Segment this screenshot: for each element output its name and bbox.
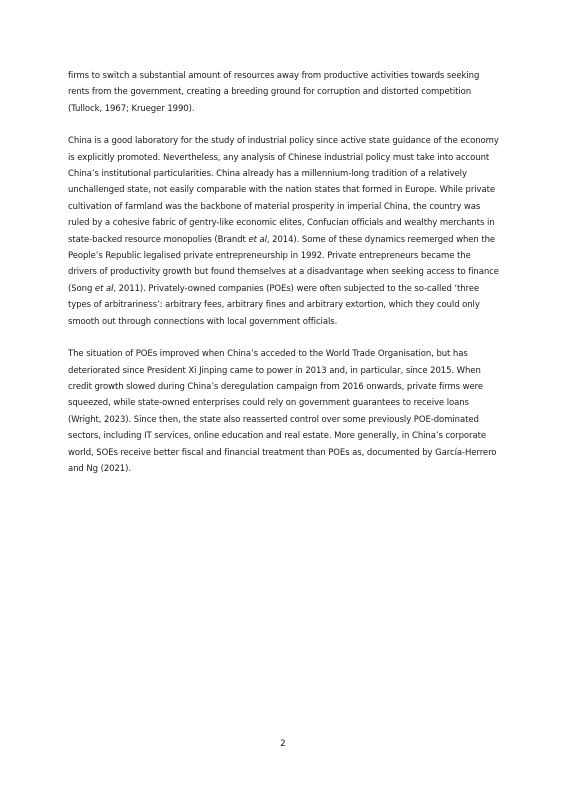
text-line <box>68 395 500 411</box>
text-run: deteriorated since President Xi Jinping came to power in 2013 and, in particular, since 2015. When <box>68 365 481 376</box>
text-line <box>68 199 500 215</box>
text-run: unchallenged state, not easily comparable with the nation states that formed in Europe. While private <box>68 185 496 196</box>
text-run: world, SOEs receive better fiscal and financial treatment than POEs as, documented by García-Herrero <box>68 447 497 458</box>
text-line <box>68 297 500 313</box>
text-run: rents from the government, creating a breeding ground for corruption and distorted competition <box>68 87 472 98</box>
body-text <box>68 68 500 493</box>
page-number: 2 <box>280 739 286 749</box>
paragraph-1 <box>68 68 500 117</box>
text-line <box>68 281 500 297</box>
text-line <box>68 314 500 330</box>
text-line <box>68 150 500 166</box>
text-line <box>68 445 500 461</box>
text-line <box>68 264 500 280</box>
text-line <box>68 182 500 198</box>
text-line <box>68 363 500 379</box>
text-run: , 2014). Some of these dynamics reemerged when the <box>266 234 496 245</box>
text-line <box>68 133 500 149</box>
text-run: state-backed resource monopolies (Brandt <box>68 234 249 245</box>
text-run: China is a good laboratory for the study of industrial policy since active state guidance of the economy <box>68 136 499 147</box>
text-line <box>68 461 500 477</box>
italic-text: et al <box>94 283 114 294</box>
text-line <box>68 428 500 444</box>
text-line <box>68 101 500 117</box>
text-run: is explicitly promoted. Nevertheless, any analysis of Chinese industrial policy must take into account <box>68 152 490 163</box>
text-run: sectors, including IT services, online education and real estate. More generally, in China’s corporate <box>68 431 486 442</box>
text-run: and Ng (2021). <box>68 463 131 474</box>
text-line <box>68 248 500 264</box>
text-line <box>68 346 500 362</box>
text-run: People’s Republic legalised private entrepreneurship in 1992. Private entrepreneurs became the <box>68 251 471 262</box>
paragraph-3 <box>68 346 500 477</box>
text-run: , 2011). Privately-owned companies (POEs) were often subjected to the so-called ‘three <box>113 283 480 294</box>
text-run: (Tullock, 1967; Krueger 1990). <box>68 103 195 114</box>
text-line <box>68 379 500 395</box>
text-run: cultivation of farmland was the backbone of material prosperity in imperial China, the country was <box>68 201 481 212</box>
text-run: firms to switch a substantial amount of resources away from productive activities towards seeking <box>68 71 480 81</box>
text-run: smooth out through connections with local government officials. <box>68 316 338 327</box>
text-line <box>68 84 500 100</box>
text-line <box>68 166 500 182</box>
text-run: credit growth slowed during China’s deregulation campaign from 2016 onwards, private firms were <box>68 381 484 392</box>
text-line <box>68 68 500 84</box>
text-run: (Song <box>68 283 95 294</box>
text-run: The situation of POEs improved when China’s acceded to the World Trade Organisation, but has <box>68 349 468 360</box>
text-run: (Wright, 2023). Since then, the state also reasserted control over some previously POE-dominated <box>68 414 479 425</box>
text-run: drivers of productivity growth but found themselves at a disadvantage when seeking access to finance <box>68 267 499 278</box>
text-line <box>68 215 500 231</box>
text-run: squeezed, while state-owned enterprises could rely on government guarantees to receive loans <box>68 398 469 409</box>
text-line <box>68 232 500 248</box>
italic-text: et al <box>248 234 267 245</box>
paragraph-2 <box>68 133 500 330</box>
text-line <box>68 412 500 428</box>
text-run: ruled by a cohesive fabric of gentry-like economic elites, Confucian officials and wealthy merchants in <box>68 218 495 229</box>
text-run: types of arbitrariness’: arbitrary fees, arbitrary fines and arbitrary extortion, which they could only <box>68 300 480 311</box>
text-run: China’s institutional particularities. China already has a millennium-long tradition of a relatively <box>68 169 467 180</box>
